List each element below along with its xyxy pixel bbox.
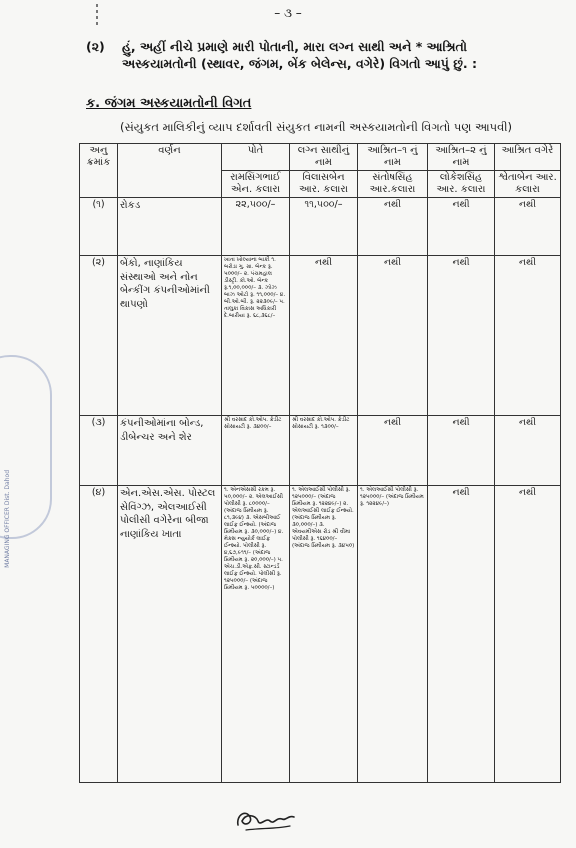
section-heading: ક. જંગમ અસ્કયામતોની વિગત [86,96,252,111]
name-self: રામસિંગભાઈ એન. કલારા [222,171,290,198]
cell-dependent-2: નથી [428,198,495,256]
row-description: કંપનીઓમાંના બોન્ડ, ડીબેન્ચર અને શેર [118,416,222,486]
movable-assets-table [79,143,561,783]
row-number: (૧) [80,198,118,256]
row-description: બેંકો, નાણાંકિય સંસ્થાઓ અને નોન બેન્કીંગ કંપનીઓમાંની થાપણો [118,256,222,416]
header-description: વર્ણન [118,144,222,198]
row-number: (૨) [80,256,118,416]
cell-spouse: ૧. એલઆઈસી પોલીસી રૂ. ૧૨૫૦૦૦/– (અંદાજ પ્રિમીયમ રૂ. ૧૨૨૪૯/–) ૨. એલઆઈસી લાઈફ ઈન્શ્યો. (અંદાજ પ્રિમીયમ રૂ. ૩૦,૦૦૦/–) ૩. એવયમીએસ રોડ શ્રી વીમા પોલીસી રૂ. ૧૬૪૦૦/– (અંદાજ પ્રિમીયમ રૂ. ૩૪૫૦) [290,486,358,783]
cell-dependent-1: નથી [358,416,428,486]
stamp-text: MANAGING OFFICER Dist. Dahod [4,470,11,568]
table-row [80,198,561,256]
cell-dependent-1: નથી [358,256,428,416]
header-dependent-1: આશ્રિત–૧ નું નામ [358,144,428,171]
cell-dependent-3: નથી [495,198,561,256]
row-description: રોકડ [118,198,222,256]
intro-number: (૨) [86,39,105,54]
table-row [80,416,561,486]
name-dependent-1: સંતોષસિંહ આર.કલારા [358,171,428,198]
cell-dependent-1: ૧. એલઆઈસી પોલીસી રૂ. ૧૨૫૦૦૦/– (અંદાજ પ્રિમીયમ રૂ. ૧૨૨૪૯/–) [358,486,428,783]
row-description: એન.એસ.એસ. પોસ્ટલ સેવિંગ્ઝ, એલઆઈસી પોલીસી વગેરેના બીજા નાણાંકિય ખાતા [118,486,222,783]
cell-dependent-2: નથી [428,416,495,486]
cell-self: ૨૨,૫૦૦/– [222,198,290,256]
header-dependent-2: આશ્રિત–૨ નું નામ [428,144,495,171]
joint-ownership-note: (સંયુકત માલિકીનું વ્યાપ દર્શાવતી સંયુકત નામની અસ્કયામતોની વિગતો પણ આપવી) [120,120,513,134]
cell-dependent-2: નથી [428,256,495,416]
cell-spouse: ૧૧,૫૦૦/– [290,198,358,256]
header-serial: અનુ ક્રમાંક [80,144,118,198]
cell-dependent-1: નથી [358,198,428,256]
header-spouse: લગ્ન સાથીનું નામ [290,144,358,171]
cell-dependent-3: નથી [495,416,561,486]
row-number: (૪) [80,486,118,783]
header-self: પોતે [222,144,290,171]
dashed-margin-mark [96,4,98,26]
cell-dependent-3: નથી [495,486,561,783]
table-row [80,486,561,783]
name-dependent-3: શ્વેતાબેન આર. કલારા [495,171,561,198]
cell-dependent-2: નથી [428,486,495,783]
cell-spouse: શ્રી વરસાદ કો.ઓપ. ક્રેડીટ સોસાયટી રૂ. ૧૩૦૦/– [290,416,358,486]
cell-self: શ્રી વરસાદ કો.ઓપ. ક્રેડીટ સોસાયટી રૂ. ૩૪૦૦/– [222,416,290,486]
header-dependent-others: આશ્રિત વગેરે [495,144,561,171]
cell-spouse: નથી [290,256,358,416]
header-row [80,144,561,171]
name-spouse: વિલાસબેન આર. કલારા [290,171,358,198]
table-row [80,256,561,416]
row-number: (૩) [80,416,118,486]
name-dependent-2: લોકેશસિંહ આર. કલારા [428,171,495,198]
page-number: – ૩ – [274,6,302,20]
signature [232,803,302,835]
cell-self: ખાતા ખોલ્યાના બાકી ૧. બરોડા ગુ. ગ્રા. બેન્ક રૂ. ૫૦૦૦/– ૨. પંચમહાલ ડીસ્ટ્રી. કો.ઓ. બેન્ક રૂ.૧,૦૦,૦૦૦/– ૩. ઝોઝ બાઝ ઓટો રૂ. ૧૧,૦૦૦/– ૪. બી.ઓ.બી. રૂ. ૨૨૩૦૯/– ૫. તાલુકા વિકાસ અધિકારી દે.બારીયા રૂ. ૬૮,૩૬૮/– [222,256,290,416]
intro-text: હું, અહીં નીચે પ્રમાણે મારી પોતાની, મારા લગ્ન સાથી અને * આશ્રિતો અસ્કયામતોની (સ્થાવર, જંગમ, બેંક બેલેન્સ, વગેરે) વિગતો આપું છું. : [122,39,478,71]
cell-self: ૧. એનએસસી રકમ રૂ. ૫૦,૦૦૦/– ૨. એલઆઈસી પોલીસી રૂ. ૮૦૦૦૦/– (અંદાજ પ્રિમીયમ રૂ. ૮૧,૩૯૪) ૩. એસબીઆઈ લાઈફ ઈન્શ્યો. (અંદાજ પ્રિમીયમ રૂ. ૩૦,૦૦૦/–) ૪. મેક્સ ન્યુયોર્ક લાઈફ ઈન્શ્યો. પોલીસી રૂ. ૪,૬૭,૯૧૧/– (અંદાજ પ્રિમીયમ રૂ. ૨૦,૦૦૦/–) ૫. એચ.ડી.એફ.સી. સ્ટાન્ડર્ડ લાઈફ ઈન્શ્યો. પોલીસી રૂ. ૧૨૫૦૦૦/– (અંદાજ પ્રિમીયમ રૂ. ૫૦૦૦૦/–) [222,486,290,783]
cell-dependent-3: નથી [495,256,561,416]
intro-paragraph [86,38,534,72]
